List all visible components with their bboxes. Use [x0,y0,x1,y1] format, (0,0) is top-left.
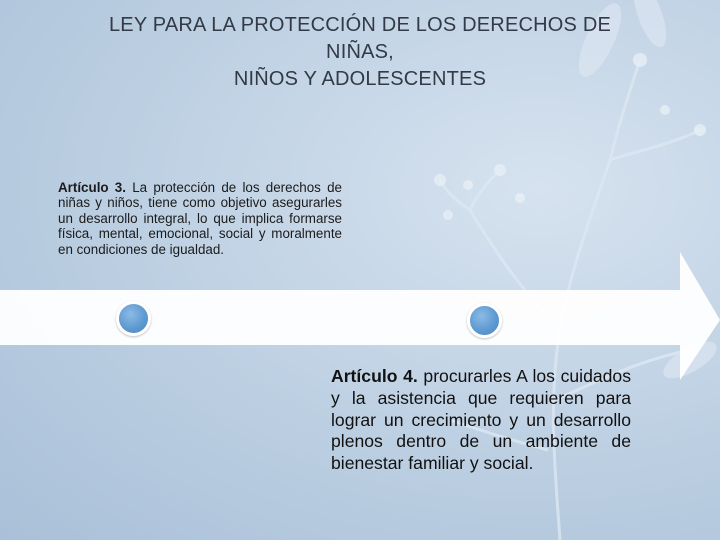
title-line-2: NIÑAS, [326,41,394,63]
article-3-body: La protección de los derechos de niñas y niños, tiene como objetivo asegurarles un desarrollo integral, lo que implica formarse física, mental, emocional, social y moralmente en condiciones de igualdad. [58,180,342,257]
timeline-node-2 [467,303,502,338]
article-3-lead: Artículo 3. [58,180,126,195]
article-3-text [58,180,342,257]
timeline-node-1 [116,301,151,336]
timeline-arrow [0,252,720,380]
article-4-lead: Artículo 4. [331,366,418,386]
title-line-1: LEY PARA LA PROTECCIÓN DE LOS DERECHOS DE [108,14,612,36]
title-line-3: NIÑOS Y ADOLESCENTES [233,68,487,90]
page-title [30,12,690,93]
article-4-text [331,366,631,475]
article-4-body: procurarles A los cuidados y la asistencia que requieren para lograr un crecimiento y un desarrollo plenos dentro de un ambiente de bienestar familiar y social. [331,366,632,474]
